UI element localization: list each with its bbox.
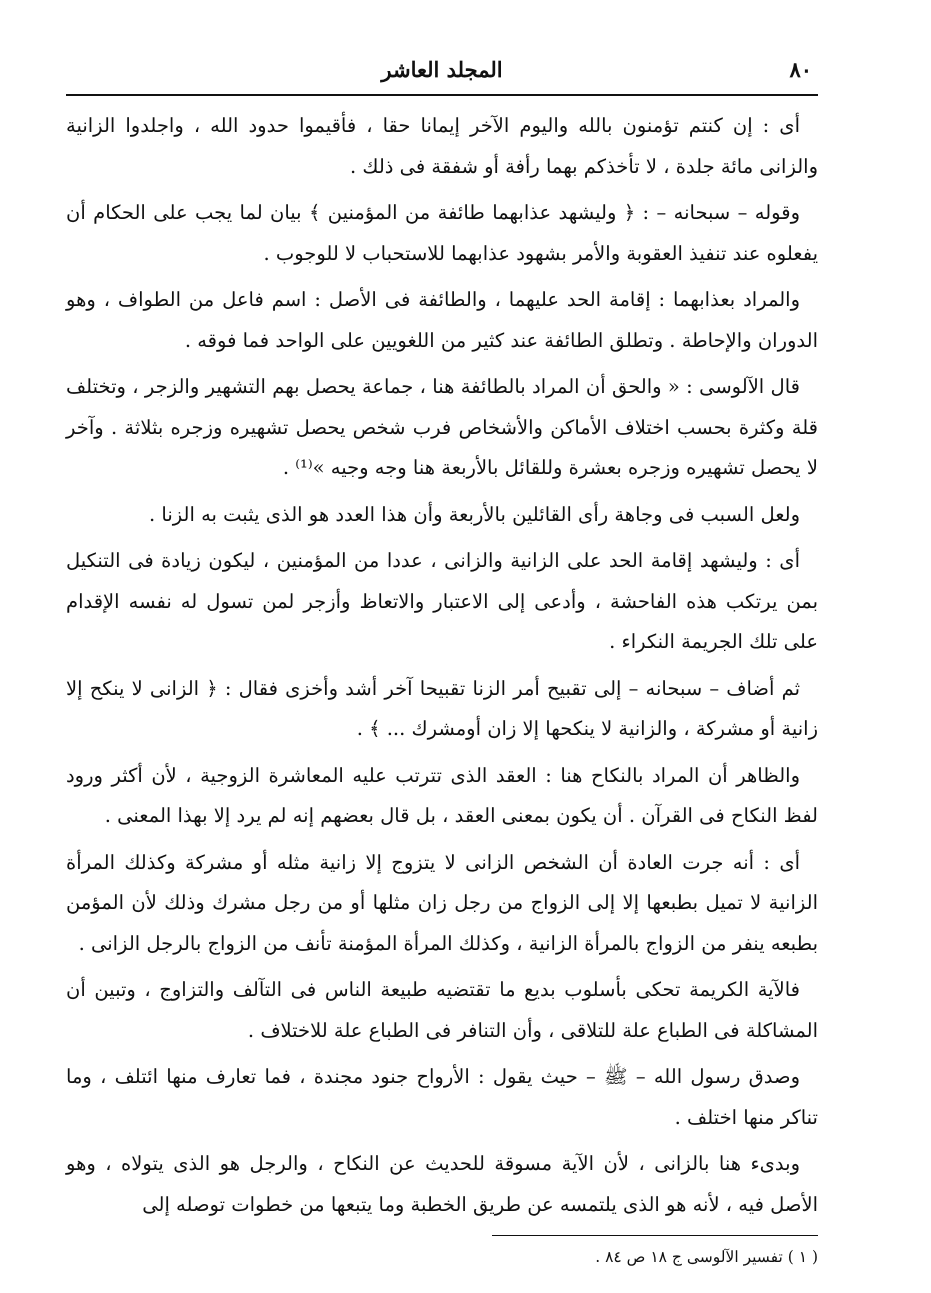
- paragraph: أى : أنه جرت العادة أن الشخص الزانى لا يتزوج إلا زانية مثله أو مشركة وكذلك المرأة الزانية لا تميل بطبعها إلا إلى الزواج من رجل زان مثلها أو من رجل مشرك وذلك لأن المؤمن بطبعه ينفر من الزواج بالمرأة الزانية ، وكذلك المرأة المؤمنة تأنف من الزواج بالرجل الزانى .: [66, 850, 818, 955]
- paragraph: وصدق رسول الله – ﷺ – حيث يقول : الأرواح جنود مجندة ، فما تعارف منها ائتلف ، وما تناكر منها اختلف .: [66, 1065, 818, 1129]
- paragraph: وبدىء هنا بالزانى ، لأن الآية مسوقة للحديث عن النكاح ، والرجل هو الذى يتولاه ، وهو الأصل فيه ، لأنه هو الذى يلتمسه عن طريق الخطبة وما يتبعها من خطوات توصله إلى: [66, 1152, 818, 1216]
- footnote: ( ١ ) تفسير الآلوسى ج ١٨ ص ٨٤ .: [595, 1248, 818, 1266]
- page-header: [66, 56, 818, 88]
- book-page: [66, 56, 818, 1270]
- paragraph: قال الآلوسى : « والحق أن المراد بالطائفة هنا ، جماعة يحصل بهم التشهير والزجر ، وتختلف قلة وكثرة بحسب اختلاف الأماكن والأشخاص فرب شخص يحصل تشهيره وزجره بثلاثة . وآخر لا يحصل تشهيره وزجره بعشرة وللقائل بالأربعة هنا وجه وجيه »⁽¹⁾ .: [66, 375, 818, 479]
- paragraph: ثم أضاف – سبحانه – إلى تقبيح أمر الزنا تقبيحا آخر أشد وأخزى فقال : ﴿ الزانى لا ينكح إلا زانية أو مشركة ، والزانية لا ينكحها إلا زان أومشرك ... ﴾ .: [66, 676, 818, 740]
- paragraph: فالآية الكريمة تحكى بأسلوب بديع ما تقتضيه طبيعة الناس فى التآلف والتزاوج ، وتبين أن المشاكلة فى الطباع علة للتلاقى ، وأن التنافر فى الطباع علة للاختلاف .: [66, 978, 818, 1042]
- paragraph: ولعل السبب فى وجاهة رأى القائلين بالأربعة وأن هذا العدد هو الذى يثبت به الزنا .: [149, 502, 800, 526]
- footnote-rule: [492, 1235, 818, 1236]
- paragraph: أى : وليشهد إقامة الحد على الزانية والزانى ، عددا من المؤمنين ، ليكون زيادة فى التنكيل بمن يرتكب هذه الفاحشة ، وأدعى إلى الاعتبار والاتعاظ وأزجر لمن تسول له نفسه الإقدام على تلك الجريمة النكراء .: [66, 549, 818, 653]
- header-rule: [66, 94, 818, 96]
- running-title: المجلد العاشر: [381, 57, 503, 82]
- paragraph: والظاهر أن المراد بالنكاح هنا : العقد الذى تترتب عليه المعاشرة الزوجية ، لأن أكثر ورود لفظ النكاح فى القرآن . أن يكون بمعنى العقد ، بل قال بعضهم إنه لم يرد إلا بهذا المعنى .: [66, 763, 818, 827]
- paragraph: وقوله – سبحانه – : ﴿ وليشهد عذابهما طائفة من المؤمنين ﴾ بيان لما يجب على الحكام أن يفعلوه عند تنفيذ العقوبة والأمر بشهود عذابهما للاستحباب لا للوجوب .: [66, 201, 818, 265]
- paragraph: أى : إن كنتم تؤمنون بالله واليوم الآخر إيمانا حقا ، فأقيموا حدود الله ، واجلدوا الزانية والزانى مائة جلدة ، لا تأخذكم بهما رأفة أو شفقة فى ذلك .: [66, 114, 818, 178]
- paragraph: والمراد بعذابهما : إقامة الحد عليهما ، والطائفة فى الأصل : اسم فاعل من الطواف ، وهو الدوران والإحاطة . وتطلق الطائفة عند كثير من اللغويين على الواحد فما فوقه .: [66, 288, 818, 352]
- body-text: [66, 106, 818, 1225]
- page-number: ٨٠: [789, 57, 812, 82]
